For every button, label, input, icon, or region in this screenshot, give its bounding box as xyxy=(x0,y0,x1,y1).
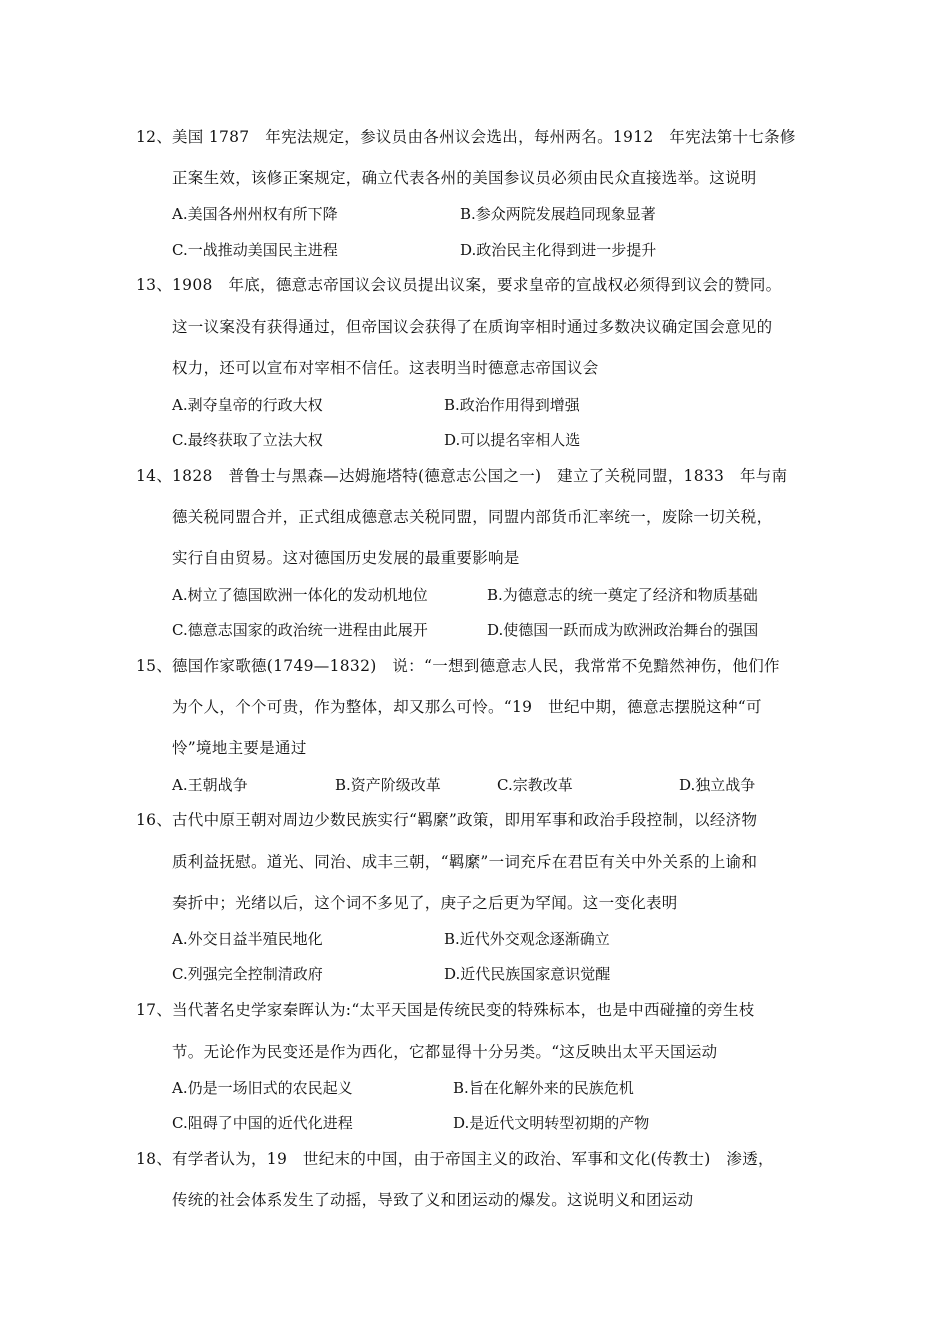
option-a[interactable]: A.王朝战争 xyxy=(172,776,248,794)
question-text: 古代中原王朝对周边少数民族实行“羁縻”政策，即用军事和政治手段控制，以经济物 xyxy=(172,811,758,829)
question-text: 权力，还可以宣布对宰相不信任。这表明当时德意志帝国议会 xyxy=(172,359,599,377)
option-c[interactable]: C.阻碍了中国的近代化进程 xyxy=(172,1114,353,1132)
option-d[interactable]: D.独立战争 xyxy=(679,776,756,794)
question-text: 实行自由贸易。这对德国历史发展的最重要影响是 xyxy=(172,549,520,567)
question-text: 为个人，个个可贵，作为整体，却又那么可怜。“19 世纪中期，德意志摆脱这种“可 xyxy=(172,698,762,716)
question-text: 德国作家歌德(1749—1832) 说：“一想到德意志人民，我常常不免黯然神伤，他们作 xyxy=(172,657,780,675)
question-text: 传统的社会体系发生了动摇，导致了义和团运动的爆发。这说明义和团运动 xyxy=(172,1191,694,1209)
question-number: 17、 xyxy=(136,1001,173,1019)
option-b[interactable]: B.资产阶级改革 xyxy=(335,776,441,794)
option-d[interactable]: D.近代民族国家意识觉醒 xyxy=(444,965,611,983)
option-c[interactable]: C.宗教改革 xyxy=(497,776,573,794)
question-text: 美国 1787 年宪法规定，参议员由各州议会选出，每州两名。1912 年宪法第十七条修 xyxy=(172,128,796,146)
option-d[interactable]: D.使德国一跃而成为欧洲政治舞台的强国 xyxy=(487,621,759,639)
option-c[interactable]: C.一战推动美国民主进程 xyxy=(172,241,338,259)
option-b[interactable]: B.参众两院发展趋同现象显著 xyxy=(460,205,656,223)
question-text: 奏折中；光绪以后，这个词不多见了，庚子之后更为罕闻。这一变化表明 xyxy=(172,894,678,912)
question-text: 怜”境地主要是通过 xyxy=(172,739,307,757)
question-number: 18、 xyxy=(136,1150,173,1168)
question-number: 15、 xyxy=(136,657,173,675)
option-d[interactable]: D.可以提名宰相人选 xyxy=(444,431,581,449)
question-number: 14、 xyxy=(136,467,173,485)
option-b[interactable]: B.为德意志的统一奠定了经济和物质基础 xyxy=(487,586,758,604)
question-text: 1908 年底，德意志帝国议会议员提出议案，要求皇帝的宣战权必须得到议会的赞同。 xyxy=(172,276,782,294)
question-text: 有学者认为，19 世纪末的中国，由于帝国主义的政治、军事和文化(传教士) 渗透， xyxy=(172,1150,774,1168)
question-number: 13、 xyxy=(136,276,173,294)
option-a[interactable]: A.剥夺皇帝的行政大权 xyxy=(172,396,323,414)
option-b[interactable]: B.近代外交观念逐渐确立 xyxy=(444,930,610,948)
question-text: 质利益抚慰。道光、同治、成丰三朝，“羁縻”一词充斥在君臣有关中外关系的上谕和 xyxy=(172,853,758,871)
option-d[interactable]: D.是近代文明转型初期的产物 xyxy=(453,1114,650,1132)
question-text: 1828 普鲁士与黑森—达姆施塔特(德意志公国之一) 建立了关税同盟，1833 年与南 xyxy=(172,467,788,485)
option-c[interactable]: C.最终获取了立法大权 xyxy=(172,431,323,449)
option-a[interactable]: A.美国各州州权有所下降 xyxy=(172,205,338,223)
option-a[interactable]: A.树立了德国欧洲一体化的发动机地位 xyxy=(172,586,428,604)
option-c[interactable]: C.德意志国家的政治统一进程由此展开 xyxy=(172,621,428,639)
option-d[interactable]: D.政治民主化得到进一步提升 xyxy=(460,241,657,259)
question-number: 12、 xyxy=(136,128,173,146)
option-a[interactable]: A.仍是一场旧式的农民起义 xyxy=(172,1079,353,1097)
question-text: 正案生效，该修正案规定，确立代表各州的美国参议员必须由民众直接选举。这说明 xyxy=(172,169,757,187)
question-text: 节。无论作为民变还是作为西化，它都显得十分另类。“这反映出太平天国运动 xyxy=(172,1043,718,1061)
option-a[interactable]: A.外交日益半殖民地化 xyxy=(172,930,323,948)
option-b[interactable]: B.政治作用得到增强 xyxy=(444,396,580,414)
question-number: 16、 xyxy=(136,811,173,829)
option-b[interactable]: B.旨在化解外来的民族危机 xyxy=(453,1079,634,1097)
question-text: 这一议案没有获得通过，但帝国议会获得了在质询宰相时通过多数决议确定国会意见的 xyxy=(172,318,773,336)
option-c[interactable]: C.列强完全控制清政府 xyxy=(172,965,323,983)
question-text: 德关税同盟合并，正式组成德意志关税同盟，同盟内部货币汇率统一，废除一切关税， xyxy=(172,508,773,526)
question-text: 当代著名史学家秦晖认为:“太平天国是传统民变的特殊标本，也是中西碰撞的旁生枝 xyxy=(172,1001,755,1019)
